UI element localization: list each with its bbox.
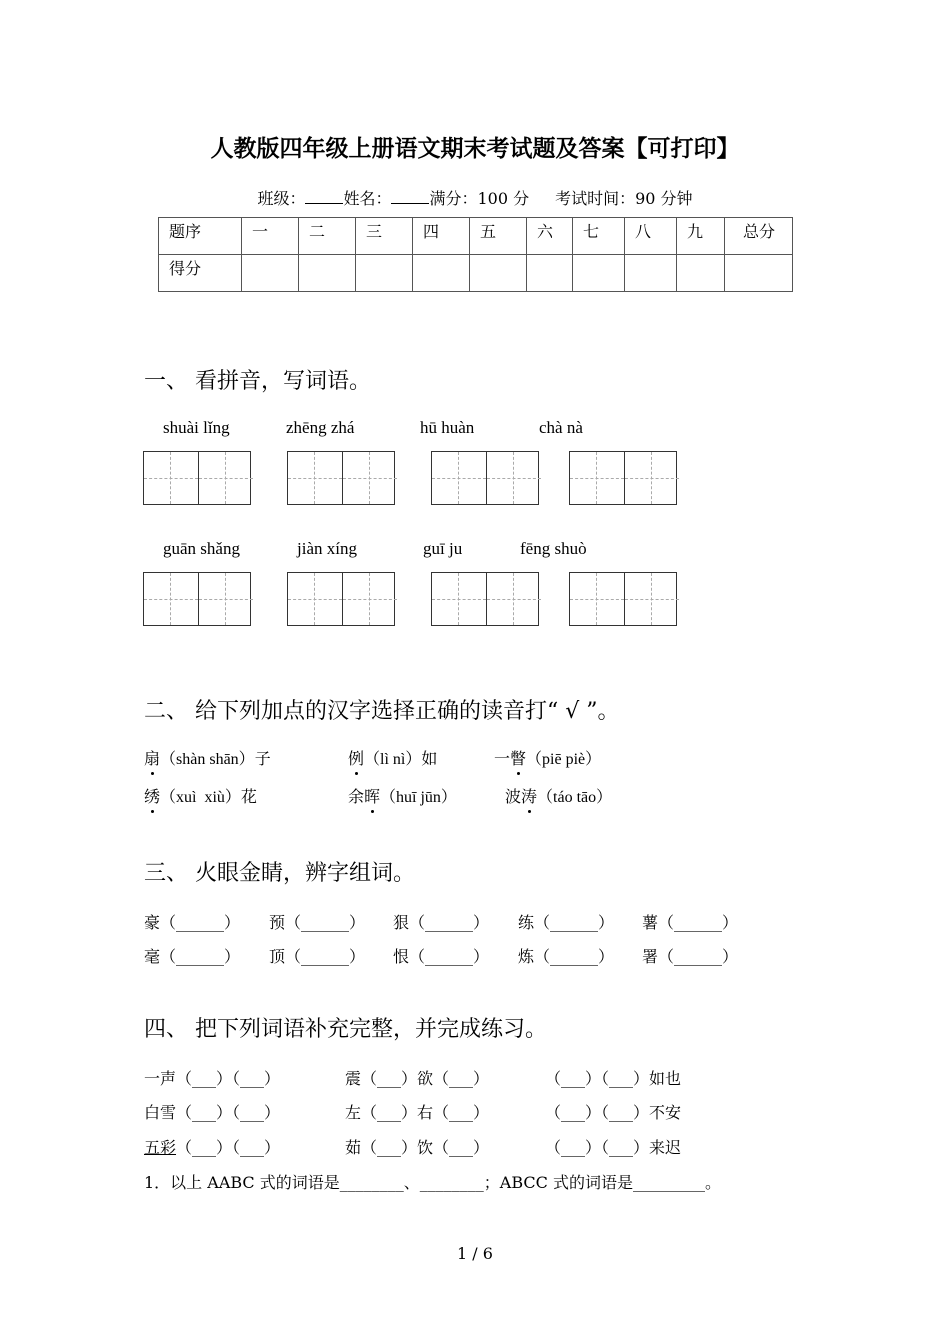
dotted-char: 扇	[144, 746, 160, 769]
full-score: 满分：100 分	[429, 189, 530, 208]
reading-item: 绣（xuì xiù）花	[144, 784, 257, 807]
score-row	[159, 255, 793, 292]
header-cell: 三	[356, 218, 413, 255]
word-pair[interactable]: 练（______）	[518, 913, 615, 932]
dotted-char: 瞥	[510, 746, 526, 769]
reading-item: 例（lì nì）如	[348, 746, 437, 769]
word-pair[interactable]: 炼（______）	[518, 947, 615, 966]
header-cell: 五	[470, 218, 527, 255]
row-label: 得分	[159, 255, 242, 292]
pinyin-label: zhēng zhá	[286, 418, 355, 437]
header-cell: 九	[677, 218, 725, 255]
reading-item: 波涛（táo tāo）	[505, 784, 612, 807]
class-blank[interactable]	[305, 189, 343, 204]
section1-title: 一、 看拼音，写词语。	[144, 369, 371, 394]
pinyin-label: guān shǎng	[163, 539, 240, 558]
idiom-fill[interactable]: 左（___）右（___）	[345, 1103, 490, 1122]
pinyin-label: chà nà	[539, 418, 583, 437]
page-number: 1 / 6	[457, 1244, 493, 1263]
header-cell: 二	[299, 218, 356, 255]
score-cell[interactable]	[625, 255, 677, 292]
score-cell[interactable]	[677, 255, 725, 292]
pinyin-options[interactable]: （shàn shān）	[160, 751, 255, 768]
reading-item: 扇（shàn shān）子	[144, 746, 271, 769]
word-pair[interactable]: 薯（______）	[642, 913, 739, 932]
pinyin-label: jiàn xíng	[297, 539, 357, 558]
score-header-row	[159, 218, 793, 255]
section3-title: 三、 火眼金睛，辨字组词。	[144, 861, 415, 886]
score-cell[interactable]	[299, 255, 356, 292]
page-title: 人教版四年级上册语文期末考试题及答案【可打印】	[210, 135, 740, 162]
section4-title: 四、 把下列词语补充完整，并完成练习。	[144, 1017, 547, 1042]
reading-item: 一瞥（piē piè）	[494, 746, 601, 769]
score-table	[158, 217, 793, 292]
idiom-fill[interactable]: 震（___）欲（___）	[345, 1069, 490, 1088]
score-cell[interactable]	[470, 255, 527, 292]
writing-grid[interactable]	[569, 451, 677, 505]
header-cell: 一	[242, 218, 299, 255]
score-cell[interactable]	[356, 255, 413, 292]
pinyin-label: hū huàn	[420, 418, 475, 437]
reading-item: 余晖（huī jūn）	[348, 784, 457, 807]
header-cell: 四	[413, 218, 470, 255]
writing-grid[interactable]	[569, 572, 677, 626]
writing-grid[interactable]	[143, 451, 251, 505]
header-cell: 总分	[725, 218, 793, 255]
idiom-fill[interactable]: （___）（___）不安	[545, 1103, 682, 1122]
dotted-char: 晖	[364, 784, 380, 807]
exam-time: 考试时间：90 分钟	[555, 189, 693, 208]
name-blank[interactable]	[391, 189, 429, 204]
writing-grid[interactable]	[287, 572, 395, 626]
header-cell: 六	[527, 218, 573, 255]
score-cell[interactable]	[527, 255, 573, 292]
word-pair[interactable]: 恨（______）	[393, 947, 490, 966]
idiom-fill[interactable]: （___）（___）来迟	[545, 1138, 682, 1157]
score-cell[interactable]	[242, 255, 299, 292]
score-cell[interactable]	[573, 255, 625, 292]
score-cell[interactable]	[413, 255, 470, 292]
idiom-fill[interactable]	[144, 1135, 280, 1158]
word-pair[interactable]: 署（______）	[642, 947, 739, 966]
pinyin-options[interactable]: （xuì xiù）	[160, 789, 241, 806]
score-cell[interactable]	[725, 255, 793, 292]
writing-grid[interactable]	[431, 451, 539, 505]
pinyin-label: fēng shuò	[520, 539, 587, 558]
pinyin-label: guī ju	[423, 539, 463, 558]
dotted-char: 绣	[144, 784, 160, 807]
pinyin-options[interactable]: （piē piè）	[526, 751, 602, 768]
header-cell: 八	[625, 218, 677, 255]
word-pair[interactable]: 顶（______）	[269, 947, 366, 966]
writing-grid[interactable]	[431, 572, 539, 626]
word-pair[interactable]: 预（______）	[269, 913, 366, 932]
idiom-fill[interactable]: 茹（___）饮（___）	[345, 1138, 490, 1157]
pinyin-label: shuài lǐng	[163, 418, 230, 437]
idiom-fill[interactable]: 一声（___）（___）	[144, 1069, 281, 1088]
section2-title: 二、 给下列加点的汉字选择正确的读音打“ √ ”。	[144, 699, 620, 724]
class-label: 班级：	[257, 189, 306, 208]
header-cell: 题序	[159, 218, 242, 255]
dotted-char: 例	[348, 746, 364, 769]
word-pair[interactable]: 狠（______）	[393, 913, 490, 932]
writing-grid[interactable]	[287, 451, 395, 505]
name-label: 姓名：	[343, 189, 392, 208]
question-1[interactable]: 1．以上 AABC 式的词语是________、________；ABCC 式的词语是_________。	[144, 1173, 721, 1192]
dotted-char: 涛	[521, 784, 537, 807]
idiom-fill[interactable]: 白雪（___）（___）	[144, 1103, 281, 1122]
idiom-rest: （___）（___）	[176, 1138, 281, 1157]
exam-info	[0, 186, 950, 209]
pinyin-options[interactable]: （huī jūn）	[380, 789, 457, 806]
header-cell: 七	[573, 218, 625, 255]
underlined-word: 五彩	[144, 1138, 177, 1157]
pinyin-options[interactable]: （táo tāo）	[537, 789, 613, 806]
idiom-fill[interactable]: （___）（___）如也	[545, 1069, 682, 1088]
writing-grid[interactable]	[143, 572, 251, 626]
word-pair[interactable]: 豪（______）	[144, 913, 241, 932]
word-pair[interactable]: 毫（______）	[144, 947, 241, 966]
pinyin-options[interactable]: （lì nì）	[364, 751, 422, 768]
